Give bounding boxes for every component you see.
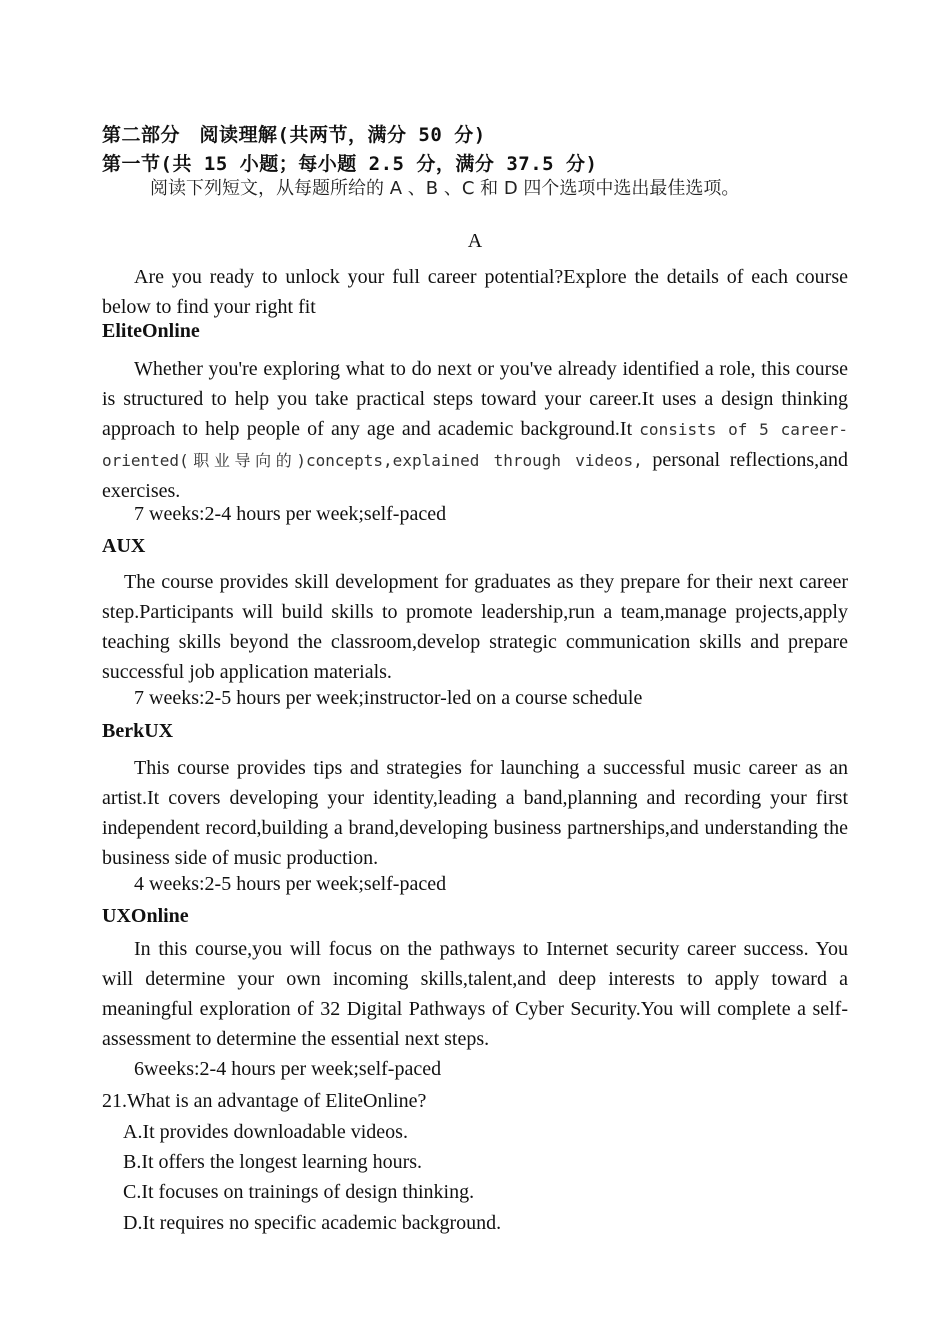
course-title-uxonline: UXOnline — [102, 905, 189, 927]
section-heading: 第二部分 阅读理解(共两节，满分 50 分) — [102, 124, 486, 146]
course-desc-eliteonline — [102, 354, 848, 506]
intro-paragraph: Are you ready to unlock your full career potential?Explore the details of each course below to find your right fit — [102, 266, 848, 318]
option-c: C.It focuses on trainings of design thinking. — [123, 1181, 475, 1203]
course-meta-eliteonline: 7 weeks:2-4 hours per week;self-paced — [134, 503, 447, 525]
course-title-berkux: BerkUX — [102, 720, 174, 742]
course-desc-aux: The course provides skill development for graduates as they prepare for their next career step.Participants will build skills to promote leadership,run a team,manage projects,apply teaching skills beyond the classroom,develop strategic communication skills and prepare successful job application materials. — [102, 571, 848, 683]
passage-letter: A — [467, 230, 483, 252]
course-desc-berkux: This course provides tips and strategies for launching a successful music career as an artist.It covers developing your identity,leading a band,planning and recording your first independent record,building a brand,developing business partnerships,and understanding the business side of music production. — [102, 757, 848, 869]
course-meta-berkux: 4 weeks:2-5 hours per week;self-paced — [134, 873, 447, 895]
course-desc-uxonline: In this course,you will focus on the pathways to Internet security career success. You will determine your own incoming skills,talent,and deep interests to apply toward a meaningful exploration of 32 Digital Pathways of Cyber Security.You will complete a self-assessment to determine the essential next steps. — [102, 938, 848, 1050]
course-meta-uxonline: 6weeks:2-4 hours per week;self-paced — [134, 1058, 442, 1080]
course-meta-aux: 7 weeks:2-5 hours per week;instructor-led on a course schedule — [134, 687, 643, 709]
course-desc-part: personal reflections,and exercises. — [102, 449, 848, 502]
option-b: B.It offers the longest learning hours. — [123, 1151, 423, 1173]
option-a: A.It provides downloadable videos. — [123, 1121, 408, 1143]
course-desc-mono-part: consists of 5 career-oriented(职业导向的)concepts,explained through videos, — [102, 420, 849, 470]
course-title-aux: AUX — [102, 535, 146, 557]
option-d: D.It requires no specific academic background. — [123, 1212, 502, 1234]
course-title-eliteonline: EliteOnline — [102, 320, 200, 342]
course-desc-part: Whether you're exploring what to do next or you've already identified a role, this course is structured to help you take practical steps toward your career.It uses a design thinking approach to help people of any age and academic background.It — [102, 358, 848, 440]
subsection-heading: 第一节(共 15 小题；每小题 2.5 分，满分 37.5 分) — [102, 153, 598, 175]
instruction-text: 阅读下列短文，从每题所给的 A 、B 、C 和 D 四个选项中选出最佳选项。 — [150, 178, 740, 199]
question-stem: 21.What is an advantage of EliteOnline? — [102, 1090, 427, 1112]
